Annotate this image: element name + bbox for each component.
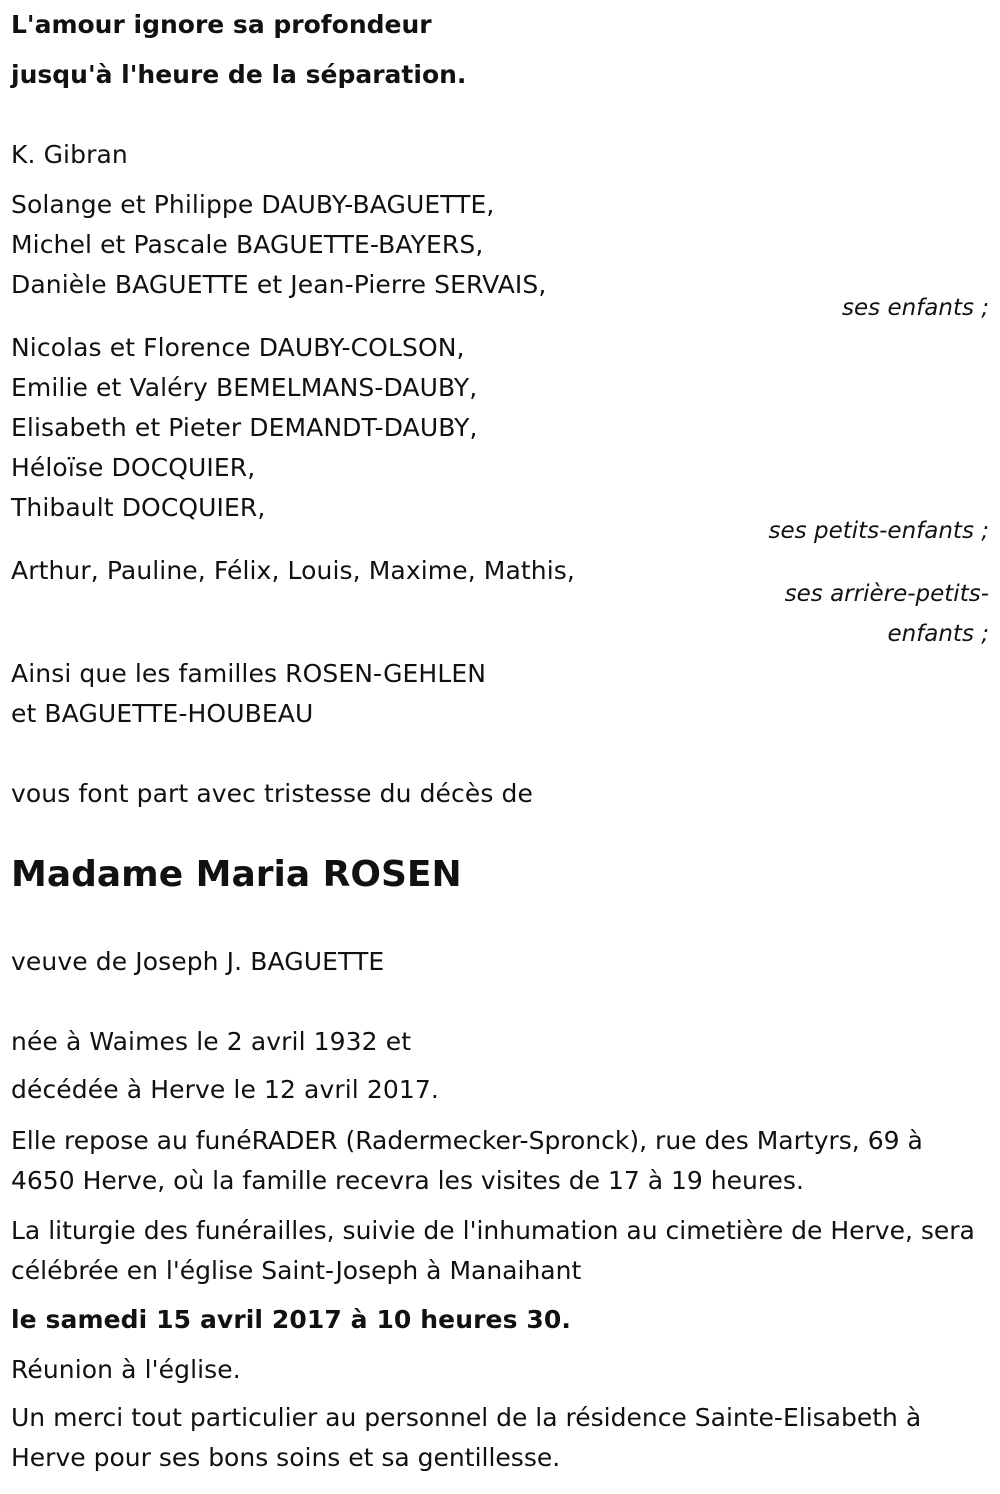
liturgy-info: La liturgie des funérailles, suivie de l'inhumation au cimetière de Herve, sera célébrée en l'église Saint-Joseph à Manaihant: [11, 1216, 975, 1285]
announcement: vous font part avec tristesse du décès de: [11, 779, 533, 808]
deceased-name: Madame Maria ROSEN: [11, 854, 462, 895]
thanks-message: Un merci tout particulier au personnel de la résidence Sainte-Elisabeth à Herve pour ses bons soins et sa gentillesse.: [11, 1403, 922, 1472]
great-grandchildren-role-line-2: enfants ;: [887, 621, 989, 647]
great-grandchildren-role-line-1: ses arrière-petits-: [784, 581, 989, 607]
great-grandchildren-names: Arthur, Pauline, Félix, Louis, Maxime, Mathis,: [11, 556, 575, 585]
families-line-1: Ainsi que les familles ROSEN-GEHLEN: [11, 659, 487, 688]
child-3: Danièle BAGUETTE et Jean-Pierre SERVAIS,: [11, 270, 547, 299]
widow-of: veuve de Joseph J. BAGUETTE: [11, 947, 385, 976]
grandchildren-role: ses petits-enfants ;: [768, 518, 989, 544]
children-role: ses enfants ;: [842, 295, 989, 321]
funeral-date: le samedi 15 avril 2017 à 10 heures 30.: [11, 1305, 571, 1334]
rest-info: Elle repose au funéRADER (Radermecker-Spronck), rue des Martyrs, 69 à 4650 Herve, où la famille recevra les visites de 17 à 19 heures.: [11, 1126, 923, 1195]
grandchild-2: Emilie et Valéry BEMELMANS-DAUBY,: [11, 373, 478, 402]
quote-line-2: jusqu'à l'heure de la séparation.: [11, 60, 467, 89]
death-info: décédée à Herve le 12 avril 2017.: [11, 1075, 439, 1104]
grandchild-5: Thibault DOCQUIER,: [11, 493, 266, 522]
birth-info: née à Waimes le 2 avril 1932 et: [11, 1027, 412, 1056]
quote-author: K. Gibran: [11, 140, 128, 169]
grandchild-3: Elisabeth et Pieter DEMANDT-DAUBY,: [11, 413, 478, 442]
grandchild-1: Nicolas et Florence DAUBY-COLSON,: [11, 333, 465, 362]
child-1: Solange et Philippe DAUBY-BAGUETTE,: [11, 190, 495, 219]
child-2: Michel et Pascale BAGUETTE-BAYERS,: [11, 230, 484, 259]
meeting-info: Réunion à l'église.: [11, 1355, 241, 1384]
families-line-2: et BAGUETTE-HOUBEAU: [11, 699, 314, 728]
grandchild-4: Héloïse DOCQUIER,: [11, 453, 256, 482]
quote-line-1: L'amour ignore sa profondeur: [11, 10, 432, 39]
